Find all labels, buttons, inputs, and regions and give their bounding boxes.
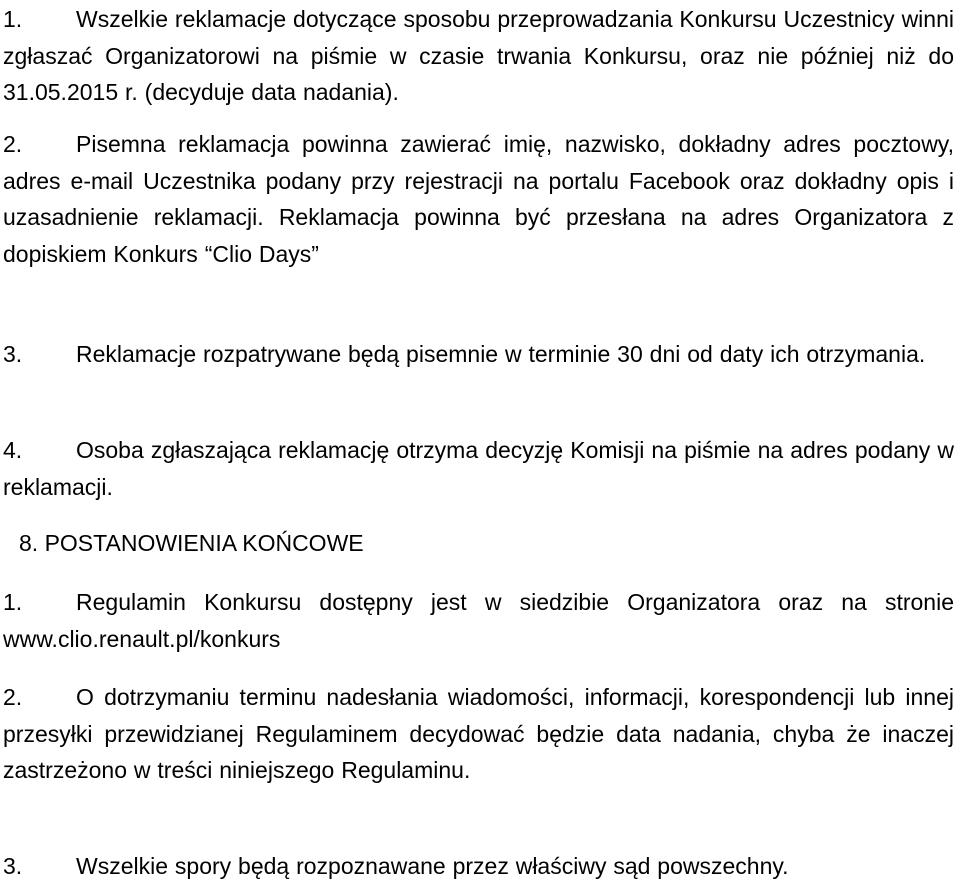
clause-text: O dotrzymaniu terminu nadesłania wiadomości, informacji, korespondencji lub innej przesyłki przewidzianej Regulaminem decydować będzie data nadania, chyba że inaczej zastrzeżono w treści niniejszego Regulaminu. — [3, 684, 954, 783]
clause-text: Regulamin Konkursu dostępny jest w siedzibie Organizatora oraz na stronie www.clio.renault.pl/konkurs — [3, 589, 954, 652]
clause-text: Wszelkie reklamacje dotyczące sposobu przeprowadzania Konkursu Uczestnicy winni zgłaszać Organizatorowi na piśmie w czasie trwania Konkursu, oraz nie później niż do 31.05.2015 r. (decyduje data nadania). — [3, 6, 954, 105]
clause-number: 3. — [3, 341, 23, 367]
section-number: 8. — [19, 530, 39, 556]
clause-number: 2. — [3, 131, 23, 157]
clause-number: 3. — [3, 853, 23, 879]
clause-text: Pisemna reklamacja powinna zawierać imię, nazwisko, dokładny adres pocztowy, adres e-mail Uczestnika podany przy rejestracji na portalu Facebook oraz dokładny opis i uzasadnienie reklamacji. Reklamacja powinna być przesłana na adres Organizatora z dopiskiem Konkurs “Clio Days” — [3, 131, 954, 267]
clause-number: 1. — [3, 6, 23, 32]
clause-2 — [3, 126, 954, 272]
final-clause-2 — [3, 679, 954, 789]
final-clause-3 — [3, 848, 954, 885]
section-heading — [19, 525, 364, 562]
clause-number: 1. — [3, 589, 23, 615]
clause-number: 4. — [3, 437, 23, 463]
clause-4 — [3, 432, 954, 505]
clause-3 — [3, 336, 954, 373]
clause-1 — [3, 1, 954, 111]
clause-number: 2. — [3, 684, 23, 710]
clause-text: Reklamacje rozpatrywane będą pisemnie w terminie 30 dni od daty ich otrzymania. — [76, 341, 926, 367]
clause-text: Wszelkie spory będą rozpoznawane przez właściwy sąd powszechny. — [76, 853, 789, 879]
final-clause-1 — [3, 584, 954, 657]
clause-text: Osoba zgłaszająca reklamację otrzyma decyzję Komisji na piśmie na adres podany w reklamacji. — [3, 437, 954, 500]
section-title: POSTANOWIENIA KOŃCOWE — [44, 530, 364, 556]
